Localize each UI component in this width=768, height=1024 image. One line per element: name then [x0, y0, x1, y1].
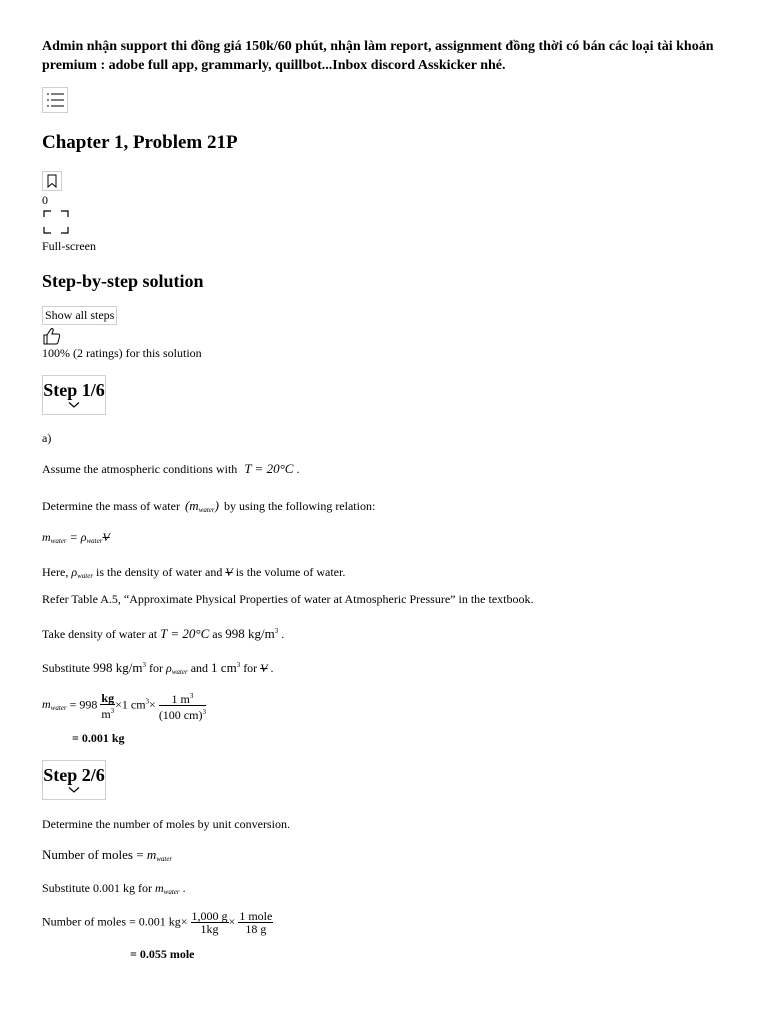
show-all-steps-button[interactable]: Show all steps — [42, 306, 117, 325]
bookmark-button[interactable] — [42, 171, 62, 191]
step-1-toggle[interactable] — [42, 375, 106, 415]
mass-symbol: $(m_{water})$ — [184, 498, 219, 514]
section-title: Step-by-step solution — [42, 271, 204, 291]
bookmark-count: 0 — [42, 193, 48, 207]
chevron-down-icon — [67, 786, 81, 794]
chevron-down-icon — [67, 401, 81, 409]
moles-calculation: Number of moles = 0.001 kg× $\frac{1,000 g}{1kg}$ × $\frac{\text{1 mole}}{18 g}$ — [42, 909, 273, 936]
mass-relation: $m_{water} = \rho_{water}V$ — [42, 530, 110, 545]
step-2-title: Step 2/6 — [43, 765, 105, 785]
step-1-line-2: Determine the mass of water $(m_{water})$ by using the following relation: — [42, 498, 376, 514]
step-2-result: = 0.055 mole — [130, 947, 195, 961]
moles-relation: Number of moles = $m_{water}$ — [42, 847, 173, 863]
thumbs-up-icon[interactable] — [42, 326, 62, 346]
step-2-line-2: Substitute 0.001 kg for $m_{water}$ . — [42, 881, 186, 896]
step-1-line-1: Assume the atmospheric conditions with T = 20°C . — [42, 461, 300, 476]
step-1-line-6: Substitute 998 $kg/m^3$ for $\rho_{water}$ and 1 $cm^3$ for V . — [42, 660, 274, 676]
step-2-toggle[interactable] — [42, 760, 106, 800]
step-1-line-3: Here, $\rho_{water}$ is the density of water and V is the volume of water. — [42, 565, 346, 580]
step-1-part: a) — [42, 431, 52, 445]
rating-text: 100% (2 ratings) for this solution — [42, 346, 202, 360]
promo-banner: Admin nhận support thi đồng giá 150k/60 phút, nhận làm report, assignment đồng thời có bán các loại tài khoản premium : adobe full app, grammarly, quillbot...Inbox discord Asskicker nhé. — [42, 39, 714, 73]
step-1-line-5: Take density of water at T = 20°C as 998 $kg/m^3$ . — [42, 626, 285, 641]
bookmark-icon — [43, 172, 61, 190]
problem-title: Chapter 1, Problem 21P — [42, 132, 238, 153]
mass-calculation: $m_{water} = 998$ $\frac{kg}{m^3}$ ×1 $cm^3\times$ $\frac{1 m^3}{(100 cm)^3}$ — [42, 690, 206, 722]
fullscreen-label: Full-screen — [42, 239, 96, 253]
fullscreen-button[interactable] — [42, 208, 70, 236]
step-1-result: = 0.001 kg — [72, 731, 125, 745]
table-of-contents-icon[interactable] — [42, 87, 68, 113]
step-1-title: Step 1/6 — [43, 380, 105, 400]
step-2-line-1: Determine the number of moles by unit conversion. — [42, 817, 290, 831]
fullscreen-icon — [42, 208, 70, 236]
temperature-expression: T = 20°C — [244, 461, 294, 476]
step-1-line-4: Refer Table A.5, “Approximate Physical Properties of water at Atmospheric Pressure” in the textbook. — [42, 592, 534, 606]
